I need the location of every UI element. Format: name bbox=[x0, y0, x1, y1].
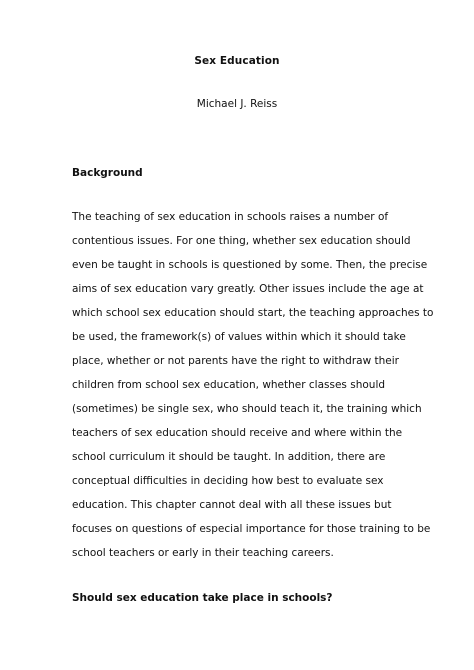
paragraph-line: focuses on questions of especial importance for those training to be bbox=[72, 523, 431, 535]
paragraph-line: aims of sex education vary greatly. Other issues include the age at bbox=[72, 283, 424, 295]
document-author: Michael J. Reiss bbox=[196, 98, 278, 110]
paragraph-line: The teaching of sex education in schools raises a number of bbox=[72, 211, 389, 223]
background-paragraph bbox=[72, 210, 434, 570]
paragraph-line: children from school sex education, whether classes should bbox=[72, 379, 386, 391]
section-heading-background: Background bbox=[72, 167, 143, 179]
paragraph-line: which school sex education should start, the teaching approaches to bbox=[72, 307, 434, 319]
paragraph-line: school curriculum it should be taught. In addition, there are bbox=[72, 451, 386, 463]
paragraph-line: conceptual difficulties in deciding how best to evaluate sex bbox=[72, 475, 384, 487]
paragraph-line: teachers of sex education should receive and where within the bbox=[72, 427, 403, 439]
paragraph-line: be used, the framework(s) of values within which it should take bbox=[72, 331, 406, 343]
paragraph-line: education. This chapter cannot deal with all these issues but bbox=[72, 499, 392, 511]
paragraph-line: place, whether or not parents have the right to withdraw their bbox=[72, 355, 399, 367]
paragraph-line: (sometimes) be single sex, who should teach it, the training which bbox=[72, 403, 422, 415]
paragraph-line: school teachers or early in their teaching careers. bbox=[72, 547, 334, 559]
section-heading-should-sex-education: Should sex education take place in schools? bbox=[72, 592, 333, 604]
paragraph-line: contentious issues. For one thing, whether sex education should bbox=[72, 235, 411, 247]
paragraph-line: even be taught in schools is questioned by some. Then, the precise bbox=[72, 259, 428, 271]
document-title: Sex Education bbox=[194, 55, 280, 67]
